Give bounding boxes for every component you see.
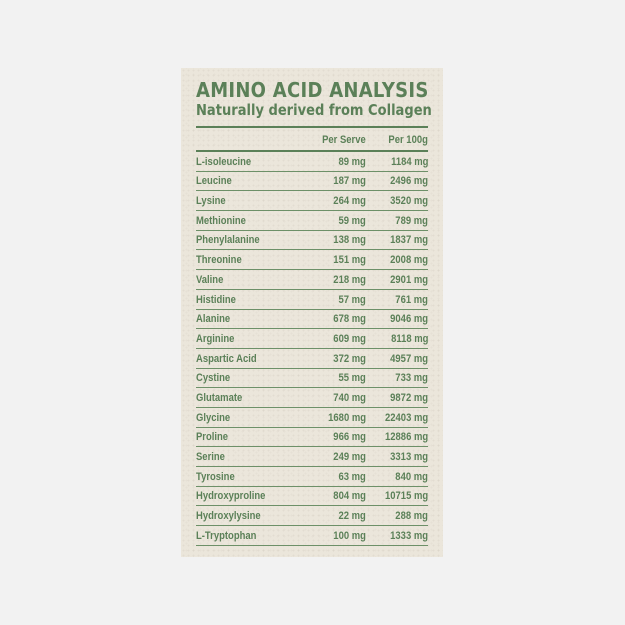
per-100g-value: 2008 mg [390, 254, 428, 267]
per-100g-value: 840 mg [395, 470, 428, 483]
per-serve-value: 609 mg [333, 332, 366, 345]
table-row [196, 526, 428, 546]
per-serve-value: 218 mg [333, 273, 366, 286]
amino-acid-name: Methionine [196, 214, 246, 227]
panel-subtitle: Naturally derived from Collagen [196, 101, 432, 119]
table-row [196, 447, 428, 467]
table-row [196, 487, 428, 507]
panel-title: AMINO ACID ANALYSIS [196, 78, 429, 102]
top-divider [196, 126, 428, 128]
per-100g-value: 789 mg [395, 214, 428, 227]
per-serve-value: 59 mg [338, 214, 366, 227]
per-100g-value: 3520 mg [390, 195, 428, 208]
table-row [196, 428, 428, 448]
per-100g-value: 4957 mg [390, 352, 428, 365]
amino-acid-name: Threonine [196, 254, 242, 267]
amino-acid-name: Serine [196, 451, 225, 463]
per-100g-value: 9046 mg [390, 313, 428, 326]
table-row [196, 270, 428, 290]
amino-acid-name: Hydroxyproline [196, 490, 266, 503]
per-100g-value: 2496 mg [390, 175, 428, 188]
per-100g-value: 1184 mg [390, 155, 428, 168]
per-100g-value: 8118 mg [390, 332, 428, 345]
per-serve-value: 372 mg [333, 352, 366, 365]
per-serve-value: 63 mg [338, 470, 366, 483]
table-row [196, 369, 428, 389]
table-row [196, 250, 428, 270]
amino-acid-name: Alanine [196, 313, 231, 326]
per-serve-value: 22 mg [338, 510, 366, 523]
per-100g-value: 10715 mg [384, 490, 428, 503]
per-serve-value: 966 mg [333, 431, 366, 444]
amino-acid-name: Phenylalanine [196, 234, 260, 247]
amino-acid-name: Proline [196, 431, 229, 444]
amino-acid-name: Leucine [196, 175, 232, 188]
amino-acid-name: Cystine [196, 372, 231, 385]
per-serve-value: 678 mg [333, 313, 366, 326]
table-row [196, 172, 428, 192]
table-row [196, 211, 428, 231]
table-row [196, 388, 428, 408]
per-100g-value: 12886 mg [384, 431, 428, 444]
amino-acid-name: Tyrosine [196, 470, 235, 483]
header-per-serve: Per Serve [322, 134, 366, 146]
header-per-100g: Per 100g [388, 134, 428, 146]
amino-acid-name: Lysine [196, 195, 226, 208]
per-100g-value: 1837 mg [390, 234, 428, 247]
per-serve-value: 249 mg [333, 451, 366, 463]
amino-acid-name: L-Tryptophan [196, 529, 257, 542]
per-serve-value: 57 mg [338, 293, 366, 306]
per-serve-value: 100 mg [333, 529, 366, 542]
amino-acid-name: Arginine [196, 332, 235, 345]
table-row [196, 408, 428, 428]
amino-acid-name: L-isoleucine [196, 155, 252, 168]
amino-acid-panel [181, 68, 443, 557]
table-row [196, 349, 428, 369]
table-row [196, 467, 428, 487]
table-row [196, 329, 428, 349]
per-serve-value: 804 mg [333, 490, 366, 503]
amino-acid-name: Aspartic Acid [196, 352, 257, 365]
table-header-row [196, 129, 428, 152]
amino-acid-name: Glycine [196, 411, 231, 424]
amino-acid-name: Histidine [196, 293, 236, 306]
per-100g-value: 1333 mg [390, 529, 428, 542]
per-100g-value: 733 mg [395, 372, 428, 385]
table-row [196, 231, 428, 251]
per-serve-value: 1680 mg [328, 411, 366, 424]
per-100g-value: 761 mg [395, 293, 428, 306]
per-serve-value: 89 mg [338, 155, 366, 168]
per-serve-value: 151 mg [333, 254, 366, 267]
per-serve-value: 55 mg [338, 372, 366, 385]
table-row [196, 310, 428, 330]
per-serve-value: 187 mg [333, 175, 366, 188]
table-row [196, 506, 428, 526]
per-100g-value: 2901 mg [390, 273, 428, 286]
per-serve-value: 264 mg [333, 195, 366, 208]
per-100g-value: 9872 mg [390, 391, 428, 404]
per-serve-value: 138 mg [333, 234, 366, 247]
table-row [196, 290, 428, 310]
amino-acid-name: Valine [196, 273, 224, 286]
per-100g-value: 22403 mg [384, 411, 428, 424]
table-row [196, 152, 428, 172]
per-serve-value: 740 mg [333, 391, 366, 404]
per-100g-value: 3313 mg [390, 451, 428, 463]
amino-acid-name: Glutamate [196, 391, 243, 404]
table-row [196, 191, 428, 211]
per-100g-value: 288 mg [395, 510, 428, 523]
amino-acid-table [196, 129, 428, 546]
amino-acid-name: Hydroxylysine [196, 510, 261, 523]
